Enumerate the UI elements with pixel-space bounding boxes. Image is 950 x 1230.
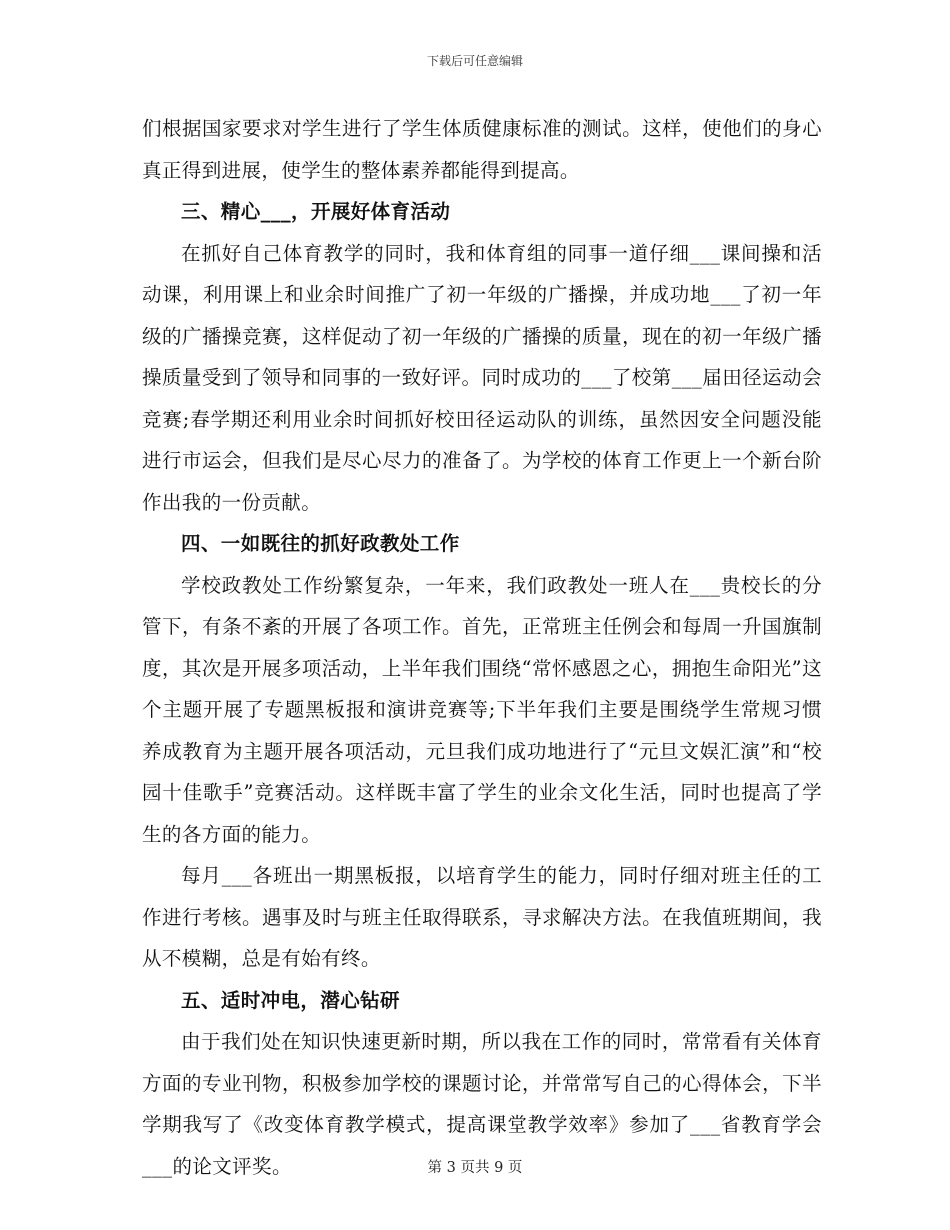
page-footer: 第 3 页共 9 页: [427, 1160, 523, 1176]
section-heading: 四、一如既往的抓好政教处工作: [181, 532, 460, 555]
section-heading: 五、适时冲电，潜心钻研: [181, 988, 400, 1012]
paragraph: 学校政教处工作纷繁复杂，一年来，我们政教处一班人在___贵校长的分管下，有条不紊的开展了各项工作。首先，正常班主任例会和每周一升国旗制度，其次是开展多项活动，上半年我们围绕“常怀感恩之心，拥抱生命阳光”这个主题开展了专题黑板报和演讲竞赛等;下半年我们主要是围绕学生常规习惯养成教育为主题开展各项活动，元旦我们成功地进行了“元旦文娱汇演”和“校园十佳歌手”竞赛活动。这样既丰富了学生的业余文化生活，同时也提高了学生的各方面的能力。: [142, 573, 822, 846]
paragraph: 每月___各班出一期黑板报，以培育学生的能力，同时仔细对班主任的工作进行考核。遇事及时与班主任取得联系，寻求解决方法。在我值班期间，我从不模糊，总是有始有终。: [142, 864, 822, 970]
paragraph: 由于我们处在知识快速更新时期，所以我在工作的同时，常常看有关体育方面的专业刊物，积极参加学校的课题讨论，并常常写自己的心得体会，下半学期我写了《改变体育教学模式，提高课堂教学效率》参加了___省教育学会___的论文评奖。: [142, 1030, 822, 1178]
page-header: 下载后可任意编辑: [426, 54, 523, 68]
section-heading: 三、精心___，开展好体育活动: [181, 200, 451, 223]
document-body: [142, 108, 822, 1187]
paragraph: 们根据国家要求对学生进行了学生体质健康标准的测试。这样，使他们的身心真正得到进展，使学生的整体素养都能得到提高。: [142, 117, 822, 182]
paragraph: 在抓好自己体育教学的同时，我和体育组的同事一道仔细___课间操和活动课，利用课上和业余时间推广了初一年级的广播操，并成功地___了初一年级的广播操竞赛，这样促动了初一年级的广播操的质量，现在的初一年级广播操质量受到了领导和同事的一致好评。同时成功的___了校第___届田径运动会竞赛;春学期还利用业余时间抓好校田径运动队的训练，虽然因安全问题没能进行市运会，但我们是尽心尽力的准备了。为学校的体育工作更上一个新台阶作出我的一份贡献。: [142, 241, 822, 514]
